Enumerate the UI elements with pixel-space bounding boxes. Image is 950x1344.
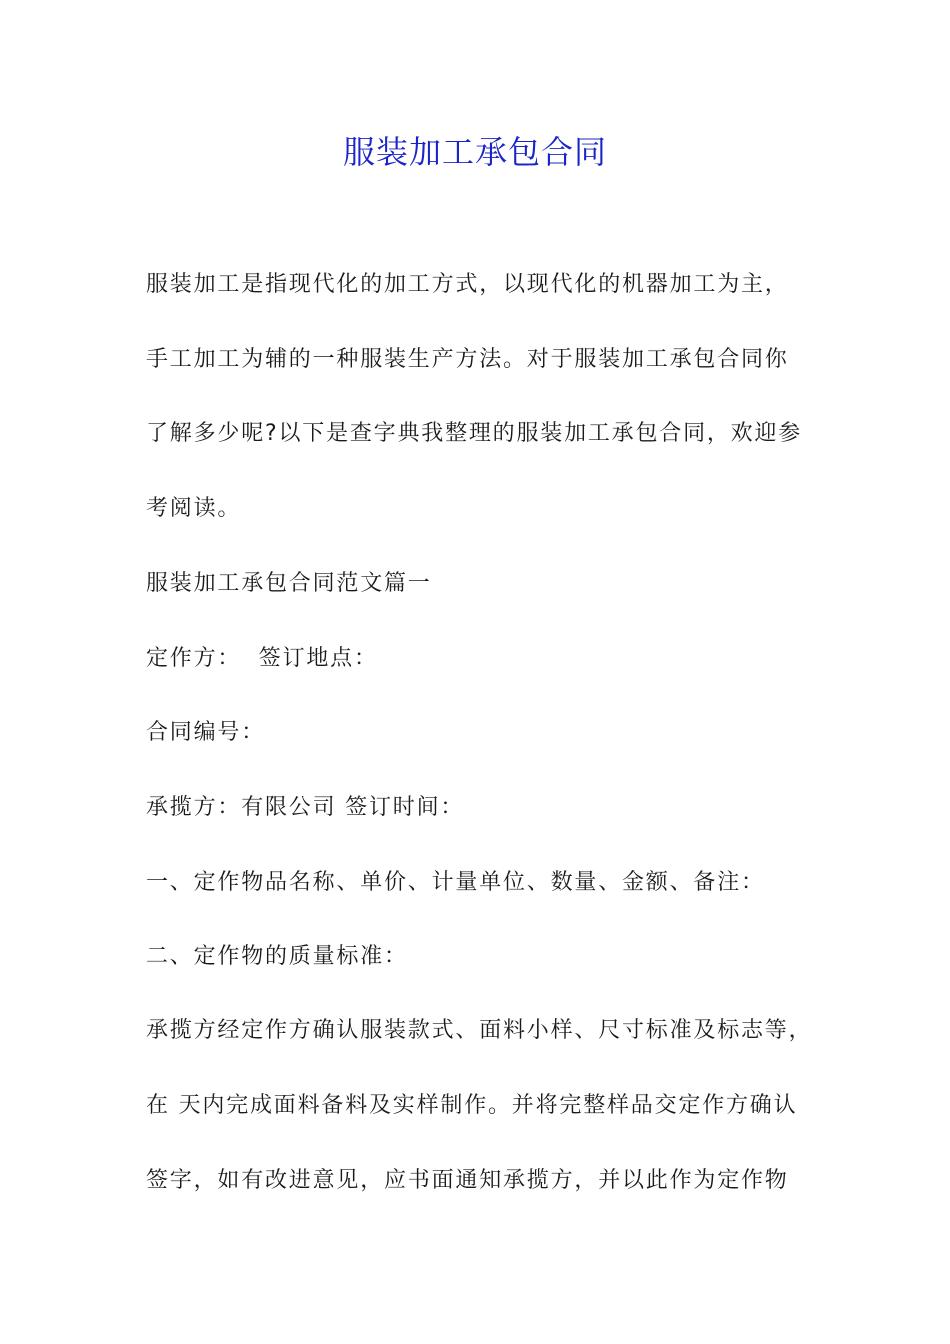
- field-line: 定作方： 签订地点：: [146, 646, 378, 671]
- paragraph-line: 考阅读。: [146, 496, 242, 521]
- field-line: 合同编号：: [146, 720, 266, 745]
- paragraph-line: 服装加工是指现代化的加工方式，以现代化的机器加工为主，: [146, 272, 789, 297]
- paragraph-line: 手工加工为辅的一种服装生产方法。对于服装加工承包合同你: [146, 347, 789, 372]
- document-title: 服装加工承包合同: [342, 133, 607, 171]
- paragraph-line: 承揽方经定作方确认服装款式、面料小样、尺寸标准及标志等，: [146, 1018, 813, 1043]
- section-heading: 服装加工承包合同范文篇一: [146, 571, 432, 596]
- paragraph-line: 签字，如有改进意见，应书面通知承揽方，并以此作为定作物: [146, 1168, 789, 1193]
- field-line: 承揽方：有限公司 签订时间：: [146, 795, 465, 820]
- paragraph-line: 了解多少呢?以下是查字典我整理的服装加工承包合同，欢迎参: [146, 421, 803, 446]
- clause-heading: 一、定作物品名称、单价、计量单位、数量、金额、备注：: [146, 870, 765, 895]
- clause-heading: 二、定作物的质量标准：: [146, 944, 408, 969]
- paragraph-line: 在 天内完成面料备料及实样制作。并将完整样品交定作方确认: [146, 1093, 798, 1118]
